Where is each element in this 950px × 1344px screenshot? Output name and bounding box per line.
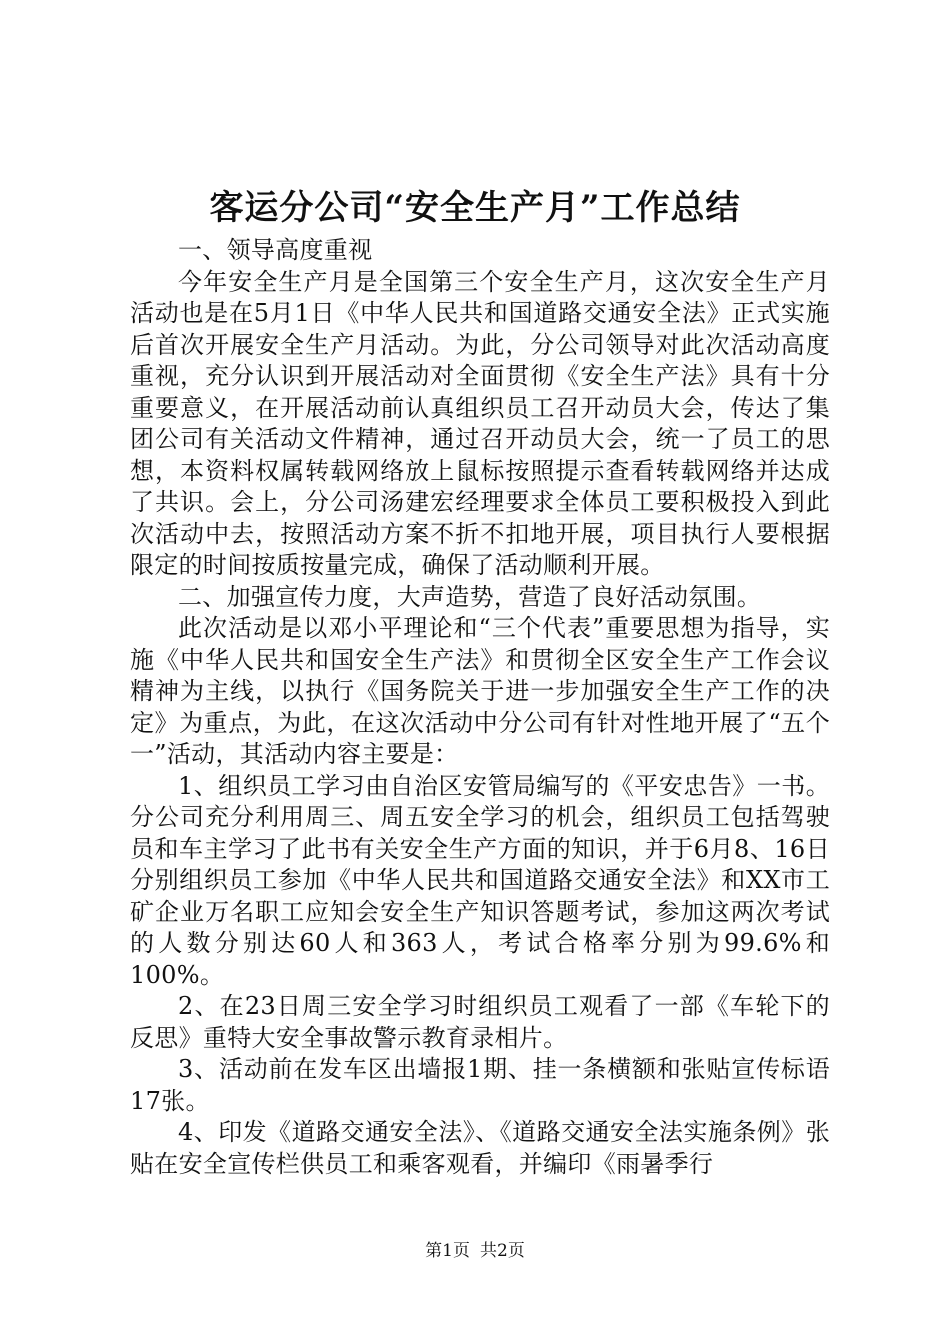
page-number: 第1页 xyxy=(425,1241,470,1261)
list-item: 1、组织员工学习由自治区安管局编写的《平安忠告》一书。分公司充分利用周三、周五安全学习的机会，组织员工包括驾驶员和车主学习了此书有关安全生产方面的知识，并于6月8、16日分别组织员工参加《中华人民共和国道路交通安全法》和XX市工矿企业万名职工应知会安全生产知识答题考试，参加这两次考试的人数分别达60人和363人，考试合格率分别为99.6%和100%。 xyxy=(130,771,830,989)
document-title: 客运分公司“安全生产月”工作总结 xyxy=(209,188,741,228)
list-item: 4、印发《道路交通安全法》、《道路交通安全法实施条例》张贴在安全宣传栏供员工和乘客观看，并编印《雨暑季行 xyxy=(130,1118,830,1178)
paragraph: 今年安全生产月是全国第三个安全生产月，这次安全生产月活动也是在5月1日《中华人民共和国道路交通安全法》正式实施后首次开展安全生产月活动。为此，分公司领导对此次活动高度重视，充分认识到开展活动对全面贯彻《安全生产法》具有十分重要意义，在开展活动前认真组织员工召开动员大会，传达了集团公司有关活动文件精神，通过召开动员大会，统一了员工的思想，本资料权属转载网络放上鼠标按照提示查看转载网络并达成了共识。会上，分公司汤建宏经理要求全体员工要积极投入到此次活动中去，按照活动方案不折不扣地开展，项目执行人要根据限定的时间按质按量完成，确保了活动顺利开展。 xyxy=(130,267,830,579)
document-body xyxy=(130,235,830,1180)
page-footer xyxy=(0,1240,950,1262)
section-heading: 二、加强宣传力度，大声造势，营造了良好活动氛围。 xyxy=(178,582,762,611)
page-total: 共2页 xyxy=(480,1241,525,1261)
list-item: 3、活动前在发车区出墙报1期、挂一条横额和张贴宣传标语17张。 xyxy=(130,1055,830,1115)
section-heading: 一、领导高度重视 xyxy=(178,236,373,264)
list-item: 2、在23日周三安全学习时组织员工观看了一部《车轮下的反思》重特大安全事故警示教育录相片。 xyxy=(130,992,830,1052)
paragraph: 此次活动是以邓小平理论和“三个代表”重要思想为指导，实施《中华人民共和国安全生产法》和贯彻全区安全生产工作会议精神为主线，以执行《国务院关于进一步加强安全生产工作的决定》为重点，为此，在这次活动中分公司有针对性地开展了“五个一”活动，其活动内容主要是： xyxy=(130,614,830,768)
